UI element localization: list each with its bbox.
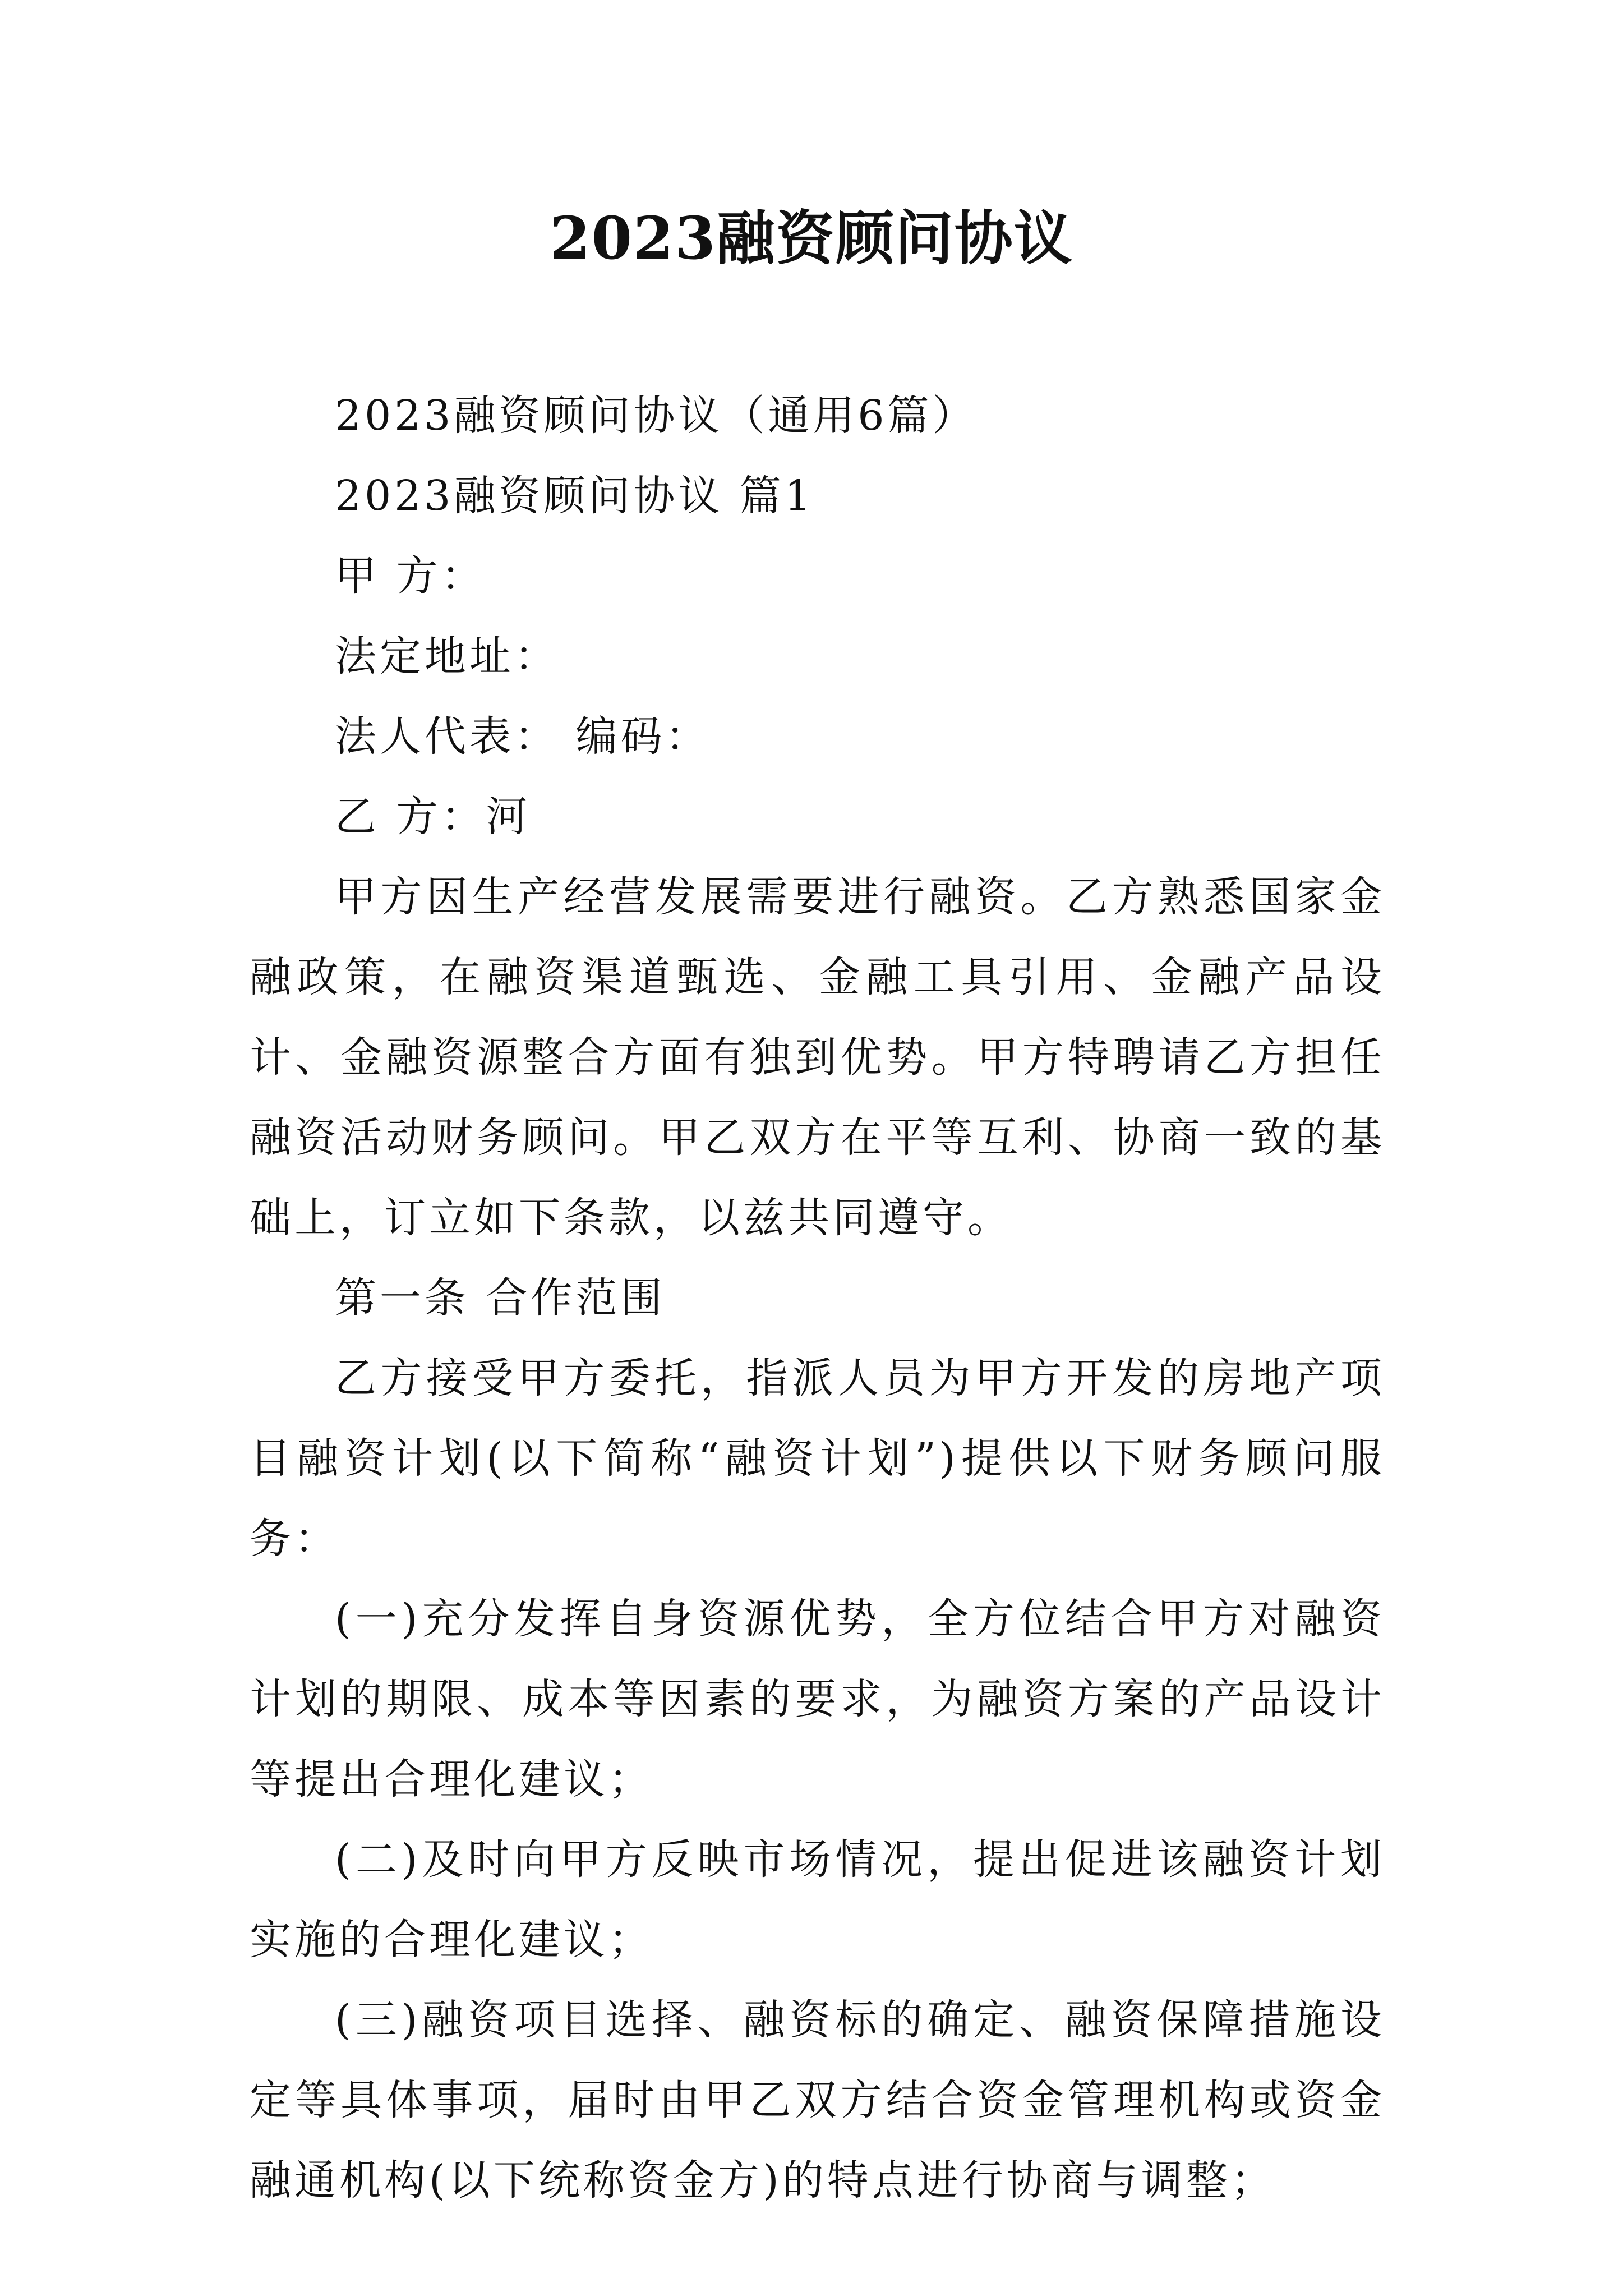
legal-address-line: 法定地址：: [335, 632, 559, 680]
section-heading: 2023融资顾问协议 篇1: [335, 472, 814, 520]
subtitle: 2023融资顾问协议（通用6篇）: [335, 392, 978, 440]
legal-representative-line: 法人代表： 编码：: [335, 712, 711, 761]
list-item: (三)融资项目选择、融资标的确定、融资保障措施设定等具体事项，届时由甲乙双方结合资金管理机构或资金融通机构(以下统称资金方)的特点进行协商与调整；: [250, 1996, 1385, 2205]
document-title: 2023融资顾问协议: [550, 204, 1073, 273]
list-item: (二)及时向甲方反映市场情况，提出促进该融资计划实施的合理化建议；: [250, 1835, 1385, 1964]
party-a-line: 甲 方：: [335, 552, 486, 600]
article-1-heading: 第一条 合作范围: [335, 1274, 666, 1322]
preamble-paragraph: 甲方因生产经营发展需要进行融资。乙方熟悉国家金融政策，在融资渠道甄选、金融工具引用、金融产品设计、金融资源整合方面有独到优势。甲方特聘请乙方担任融资活动财务顾问。甲乙双方在平等互利、协商一致的基础上，订立如下条款，以兹共同遵守。: [250, 873, 1385, 1242]
list-item: (一)充分发挥自身资源优势，全方位结合甲方对融资计划的期限、成本等因素的要求，为融资方案的产品设计等提出合理化建议；: [250, 1595, 1385, 1803]
article-1-body: 乙方接受甲方委托，指派人员为甲方开发的房地产项目融资计划(以下简称“融资计划”)提供以下财务顾问服务：: [250, 1354, 1385, 1563]
party-b-line: 乙 方：河: [335, 793, 531, 841]
document-body: [250, 376, 1385, 2221]
